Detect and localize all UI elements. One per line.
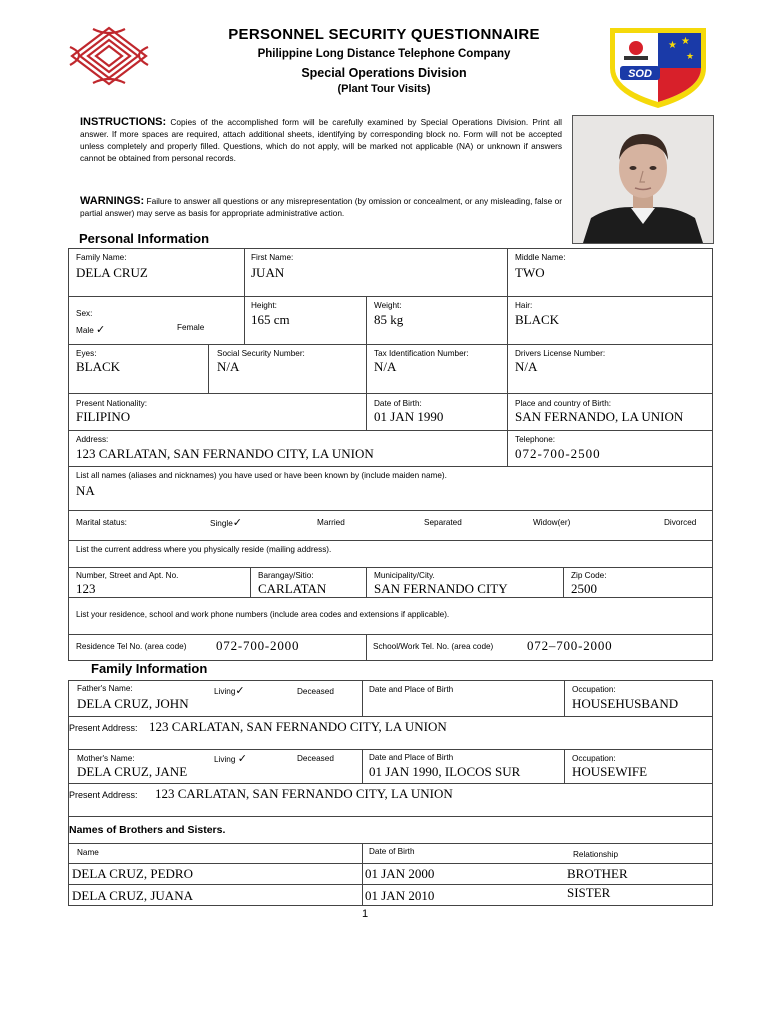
- marital-single-option[interactable]: Single✓: [210, 516, 242, 529]
- nationality-field[interactable]: Present Nationality: FILIPINO: [68, 393, 367, 431]
- marital-divorced-option[interactable]: Divorced: [664, 518, 697, 527]
- date-of-birth-field[interactable]: Date of Birth: 01 JAN 1990: [366, 393, 508, 431]
- mother-name-field[interactable]: Mother's Name: Living ✓ Deceased DELA CRUZ, JANE: [68, 749, 363, 784]
- svg-text:★: ★: [668, 40, 677, 51]
- aliases-field[interactable]: List all names (aliases and nicknames) you have used or have been known by (include maiden name). NA: [68, 466, 713, 511]
- sod-badge: [606, 24, 710, 110]
- check-icon: ✓: [237, 752, 247, 765]
- municipality-field[interactable]: Municipality/City. SAN FERNANDO CITY: [366, 567, 564, 598]
- eyes-field[interactable]: Eyes: BLACK: [68, 344, 209, 394]
- page-number: 1: [361, 908, 369, 920]
- address-field[interactable]: Address: 123 CARLATAN, SAN FERNANDO CITY, LA UNION: [68, 430, 508, 467]
- check-icon: ✓: [235, 684, 245, 697]
- weight-field[interactable]: Weight: 85 kg: [366, 296, 508, 345]
- drivers-license-field[interactable]: Drivers License Number: N/A: [507, 344, 713, 394]
- father-address-field[interactable]: Present Address: 123 CARLATAN, SAN FERNANDO CITY, LA UNION: [68, 716, 713, 750]
- father-name-field[interactable]: Father's Name: Living✓ Deceased DELA CRUZ, JOHN: [68, 680, 363, 717]
- mother-living-option[interactable]: Living ✓: [214, 752, 247, 765]
- tin-field[interactable]: Tax Identification Number: N/A: [366, 344, 508, 394]
- residence-tel-field[interactable]: Residence Tel No. (area code) 072-700-2000: [68, 634, 367, 661]
- division-name: Special Operations Division: [301, 66, 467, 80]
- father-deceased-option[interactable]: Deceased: [297, 687, 334, 696]
- height-field[interactable]: Height: 165 cm: [244, 296, 367, 345]
- table-row[interactable]: 01 JAN 2010 SISTER: [362, 884, 713, 906]
- work-tel-field[interactable]: School/Work Tel. No. (area code) 072–700-2000: [366, 634, 713, 661]
- mother-address-field[interactable]: Present Address: 123 CARLATAN, SAN FERNANDO CITY, LA UNION: [68, 783, 713, 817]
- check-icon: ✓: [96, 323, 106, 336]
- form-subtitle: (Plant Tour Visits): [337, 83, 431, 95]
- siblings-header-name: Name: [68, 843, 363, 864]
- street-field[interactable]: Number, Street and Apt. No. 123: [68, 567, 251, 598]
- hair-field[interactable]: Hair: BLACK: [507, 296, 713, 345]
- svg-text:★: ★: [686, 51, 695, 61]
- telephone-field[interactable]: Telephone: 072-700-2500: [507, 430, 713, 467]
- table-row[interactable]: 01 JAN 2000 BROTHER: [362, 863, 713, 885]
- company-name: Philippine Long Distance Telephone Company: [257, 48, 511, 60]
- siblings-heading: Names of Brothers and Sisters.: [68, 816, 713, 844]
- family-name-field[interactable]: Family Name: DELA CRUZ: [68, 248, 245, 297]
- instructions-block: [80, 116, 562, 164]
- warnings-label: WARNINGS:: [80, 195, 145, 207]
- warnings-text: Failure to answer all questions or any misrepresentation (by omission or concealment, or any misleading, false or partial answer) may serve as basis for appropriate administrative action.: [80, 196, 562, 218]
- phone-numbers-heading: List your residence, school and work phone numbers (include area codes and extensions if applicable).: [68, 597, 713, 635]
- marital-separated-option[interactable]: Separated: [424, 518, 462, 527]
- middle-name-field[interactable]: Middle Name: TWO: [507, 248, 713, 297]
- mother-occupation-field[interactable]: Occupation: HOUSEWIFE: [564, 749, 713, 784]
- instructions-text: Copies of the accomplished form will be carefully examined by Special Operations Division. Print all answer. If more spaces are required, attach additional sheets, identifying by corresponding block no. Form will not be accepted unless completely and properly filled. Questions, which do not apply, will be marked not applicable (NA) or unknown if answers cannot be obtained from personal records.: [80, 117, 562, 163]
- family-info-heading: Family Information: [91, 661, 208, 676]
- marital-status-field[interactable]: Marital status: Single✓ Married Separated Widow(er) Divorced: [68, 510, 713, 541]
- mother-birth-field[interactable]: Date and Place of Birth 01 JAN 1990, ILOCOS SUR: [362, 749, 565, 784]
- warnings-block: [80, 195, 562, 219]
- svg-text:SOD: SOD: [628, 68, 652, 80]
- id-photo: [572, 115, 714, 244]
- instructions-label: INSTRUCTIONS:: [80, 116, 167, 128]
- svg-text:★: ★: [681, 36, 690, 47]
- check-icon: ✓: [232, 516, 242, 529]
- father-living-option[interactable]: Living✓: [214, 684, 245, 697]
- table-row[interactable]: DELA CRUZ, JUANA: [68, 884, 363, 906]
- marital-widow-option[interactable]: Widow(er): [533, 518, 571, 527]
- marital-married-option[interactable]: Married: [317, 518, 345, 527]
- siblings-header-dob: Date of Birth Relationship: [362, 843, 713, 864]
- form-title: PERSONNEL SECURITY QUESTIONNAIRE: [228, 26, 540, 43]
- father-birth-field[interactable]: Date and Place of Birth: [362, 680, 565, 717]
- father-occupation-field[interactable]: Occupation: HOUSEHUSBAND: [564, 680, 713, 717]
- place-of-birth-field[interactable]: Place and country of Birth: SAN FERNANDO, LA UNION: [507, 393, 713, 431]
- personal-info-heading: Personal Information: [79, 231, 210, 246]
- sex-male-option[interactable]: Male ✓: [76, 323, 106, 336]
- zip-code-field[interactable]: Zip Code: 2500: [563, 567, 713, 598]
- sex-field[interactable]: Sex: Male ✓ Female: [68, 296, 245, 345]
- mailing-address-heading: List the current address where you physically reside (mailing address).: [68, 540, 713, 568]
- ssn-field[interactable]: Social Security Number: N/A: [208, 344, 367, 394]
- barangay-field[interactable]: Barangay/Sitio: CARLATAN: [250, 567, 367, 598]
- mother-deceased-option[interactable]: Deceased: [297, 754, 334, 763]
- sex-female-option[interactable]: Female: [177, 323, 205, 332]
- first-name-field[interactable]: First Name: JUAN: [244, 248, 508, 297]
- table-row[interactable]: DELA CRUZ, PEDRO: [68, 863, 363, 885]
